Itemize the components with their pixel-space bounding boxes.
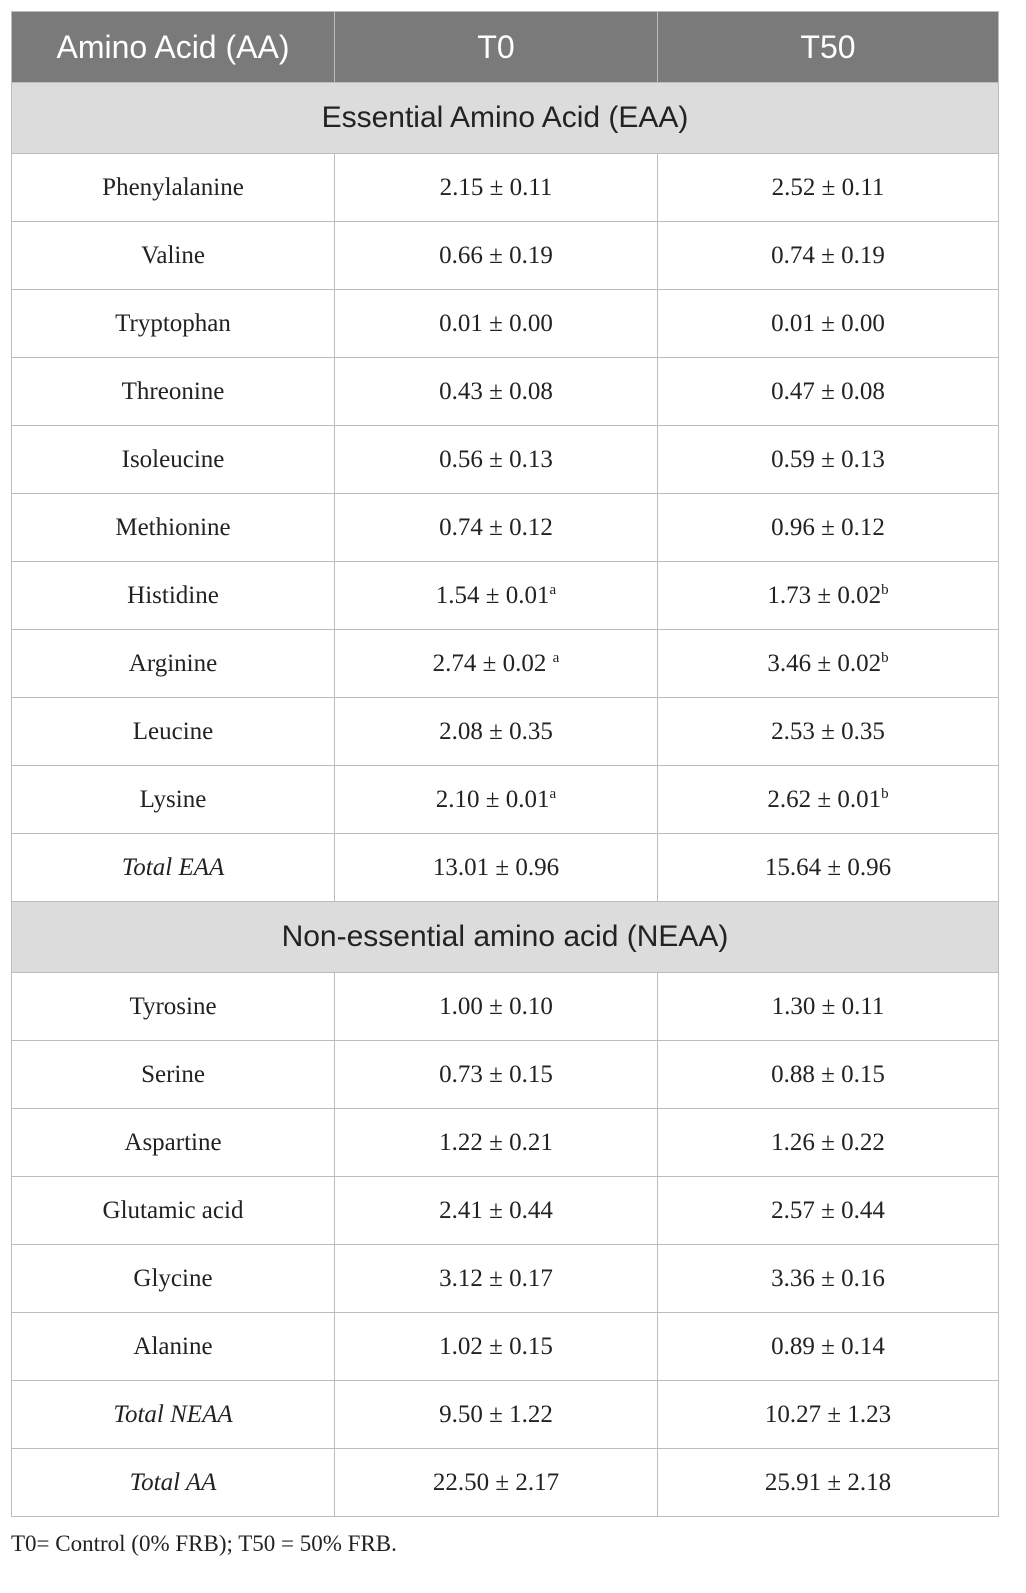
table-row <box>12 1245 999 1313</box>
t0-value-cell <box>335 1041 658 1109</box>
t0-significance-letter: a <box>549 581 557 598</box>
amino-acid-name: Serine <box>12 1041 335 1109</box>
header-t0: T0 <box>335 12 658 83</box>
t50-significance-letter: b <box>881 785 889 802</box>
t50-value-cell <box>658 698 999 766</box>
t0-value: 1.00 ± 0.10 <box>439 992 553 1020</box>
t50-value-cell <box>658 358 999 426</box>
table-body <box>12 83 999 1517</box>
t50-value: 0.01 ± 0.00 <box>771 309 885 337</box>
t50-value: 0.47 ± 0.08 <box>771 377 885 405</box>
t50-value: 0.74 ± 0.19 <box>771 241 885 269</box>
table-row <box>12 1313 999 1381</box>
table-row <box>12 154 999 222</box>
amino-acid-name: Glutamic acid <box>12 1177 335 1245</box>
t50-value-cell <box>658 1449 999 1517</box>
table-row <box>12 494 999 562</box>
t50-value-cell <box>658 834 999 902</box>
table-row <box>12 426 999 494</box>
t50-value: 1.26 ± 0.22 <box>771 1128 885 1156</box>
section-header-row <box>12 83 999 154</box>
amino-acid-name: Total AA <box>12 1449 335 1517</box>
table-row <box>12 766 999 834</box>
t0-value-cell <box>335 562 658 630</box>
t50-value-cell <box>658 426 999 494</box>
t0-significance-letter: a <box>552 649 560 666</box>
total-row <box>12 834 999 902</box>
t50-value: 2.57 ± 0.44 <box>771 1196 885 1224</box>
amino-acid-name: Glycine <box>12 1245 335 1313</box>
t50-value: 3.36 ± 0.16 <box>771 1264 885 1292</box>
t0-value: 2.10 ± 0.01 <box>435 785 550 813</box>
table-row <box>12 1041 999 1109</box>
t50-value: 0.96 ± 0.12 <box>771 513 885 541</box>
amino-acid-name: Phenylalanine <box>12 154 335 222</box>
amino-acid-name: Threonine <box>12 358 335 426</box>
amino-acid-name: Alanine <box>12 1313 335 1381</box>
t0-value-cell <box>335 494 658 562</box>
table-row <box>12 290 999 358</box>
amino-acid-name: Tryptophan <box>12 290 335 358</box>
t0-significance-letter: a <box>549 785 557 802</box>
amino-acid-name: Isoleucine <box>12 426 335 494</box>
t50-value: 2.53 ± 0.35 <box>771 717 885 745</box>
t50-value: 1.73 ± 0.02 <box>767 581 882 609</box>
t50-value-cell <box>658 1313 999 1381</box>
t50-value-cell <box>658 1177 999 1245</box>
t0-value-cell <box>335 766 658 834</box>
t0-value-cell <box>335 973 658 1041</box>
t50-value: 25.91 ± 2.18 <box>764 1468 892 1496</box>
table-row <box>12 1177 999 1245</box>
amino-acid-name: Total EAA <box>12 834 335 902</box>
t0-value-cell <box>335 1109 658 1177</box>
amino-acid-name: Lysine <box>12 766 335 834</box>
t0-value: 0.56 ± 0.13 <box>439 445 553 473</box>
t0-value: 1.22 ± 0.21 <box>439 1128 553 1156</box>
t50-value: 15.64 ± 0.96 <box>764 853 892 881</box>
table-header <box>12 12 999 83</box>
t50-value-cell <box>658 154 999 222</box>
table-footnote: T0= Control (0% FRB); T50 = 50% FRB. <box>11 1531 397 1556</box>
t0-value: 13.01 ± 0.96 <box>432 853 560 881</box>
t0-value: 2.08 ± 0.35 <box>439 717 553 745</box>
t50-value-cell <box>658 1109 999 1177</box>
section-title: Essential Amino Acid (EAA) <box>12 83 999 154</box>
t0-value-cell <box>335 1177 658 1245</box>
t0-value-cell <box>335 1381 658 1449</box>
t50-value: 2.52 ± 0.11 <box>771 173 885 201</box>
t0-value: 2.15 ± 0.11 <box>439 173 553 201</box>
t0-value: 22.50 ± 2.17 <box>432 1468 560 1496</box>
t50-value: 0.59 ± 0.13 <box>771 445 885 473</box>
t0-value: 0.43 ± 0.08 <box>439 377 553 405</box>
t50-value: 2.62 ± 0.01 <box>767 785 882 813</box>
amino-acid-name: Arginine <box>12 630 335 698</box>
t50-value-cell <box>658 1381 999 1449</box>
header-row <box>12 12 999 83</box>
t0-value: 2.74 ± 0.02 <box>432 649 553 677</box>
amino-acid-name: Tyrosine <box>12 973 335 1041</box>
header-amino-acid: Amino Acid (AA) <box>12 12 335 83</box>
t0-value: 0.73 ± 0.15 <box>439 1060 553 1088</box>
t0-value-cell <box>335 698 658 766</box>
t50-value: 3.46 ± 0.02 <box>767 649 882 677</box>
amino-acid-name: Valine <box>12 222 335 290</box>
amino-acid-name: Histidine <box>12 562 335 630</box>
t50-value-cell <box>658 973 999 1041</box>
t50-value-cell <box>658 562 999 630</box>
t0-value-cell <box>335 154 658 222</box>
t50-significance-letter: b <box>881 581 889 598</box>
t0-value-cell <box>335 630 658 698</box>
amino-acid-name: Methionine <box>12 494 335 562</box>
table-row <box>12 1109 999 1177</box>
total-row <box>12 1449 999 1517</box>
t0-value: 0.74 ± 0.12 <box>439 513 553 541</box>
t50-value-cell <box>658 290 999 358</box>
t50-value: 10.27 ± 1.23 <box>764 1400 892 1428</box>
t0-value-cell <box>335 1245 658 1313</box>
table-row <box>12 630 999 698</box>
section-title: Non-essential amino acid (NEAA) <box>12 902 999 973</box>
t50-value: 0.89 ± 0.14 <box>771 1332 885 1360</box>
t0-value: 1.54 ± 0.01 <box>435 581 550 609</box>
t0-value: 9.50 ± 1.22 <box>439 1400 553 1428</box>
t0-value-cell <box>335 1449 658 1517</box>
table-row <box>12 358 999 426</box>
t0-value-cell <box>335 834 658 902</box>
t50-value-cell <box>658 766 999 834</box>
t50-value: 0.88 ± 0.15 <box>771 1060 885 1088</box>
t0-value: 0.01 ± 0.00 <box>439 309 553 337</box>
t0-value: 3.12 ± 0.17 <box>439 1264 553 1292</box>
total-row <box>12 1381 999 1449</box>
t50-value-cell <box>658 222 999 290</box>
t0-value: 0.66 ± 0.19 <box>439 241 553 269</box>
t0-value-cell <box>335 290 658 358</box>
t0-value: 2.41 ± 0.44 <box>439 1196 553 1224</box>
t50-value-cell <box>658 494 999 562</box>
t50-value-cell <box>658 1041 999 1109</box>
amino-acid-name: Aspartine <box>12 1109 335 1177</box>
header-t50: T50 <box>658 12 999 83</box>
t50-value: 1.30 ± 0.11 <box>771 992 885 1020</box>
section-header-row <box>12 902 999 973</box>
table-row <box>12 562 999 630</box>
t50-value-cell <box>658 1245 999 1313</box>
amino-acid-name: Leucine <box>12 698 335 766</box>
t50-significance-letter: b <box>881 649 889 666</box>
table-row <box>12 698 999 766</box>
t50-value-cell <box>658 630 999 698</box>
t0-value-cell <box>335 426 658 494</box>
table-row <box>12 973 999 1041</box>
amino-acid-table <box>11 11 999 1517</box>
table-row <box>12 222 999 290</box>
t0-value-cell <box>335 358 658 426</box>
amino-acid-name: Total NEAA <box>12 1381 335 1449</box>
t0-value-cell <box>335 222 658 290</box>
t0-value: 1.02 ± 0.15 <box>439 1332 553 1360</box>
t0-value-cell <box>335 1313 658 1381</box>
